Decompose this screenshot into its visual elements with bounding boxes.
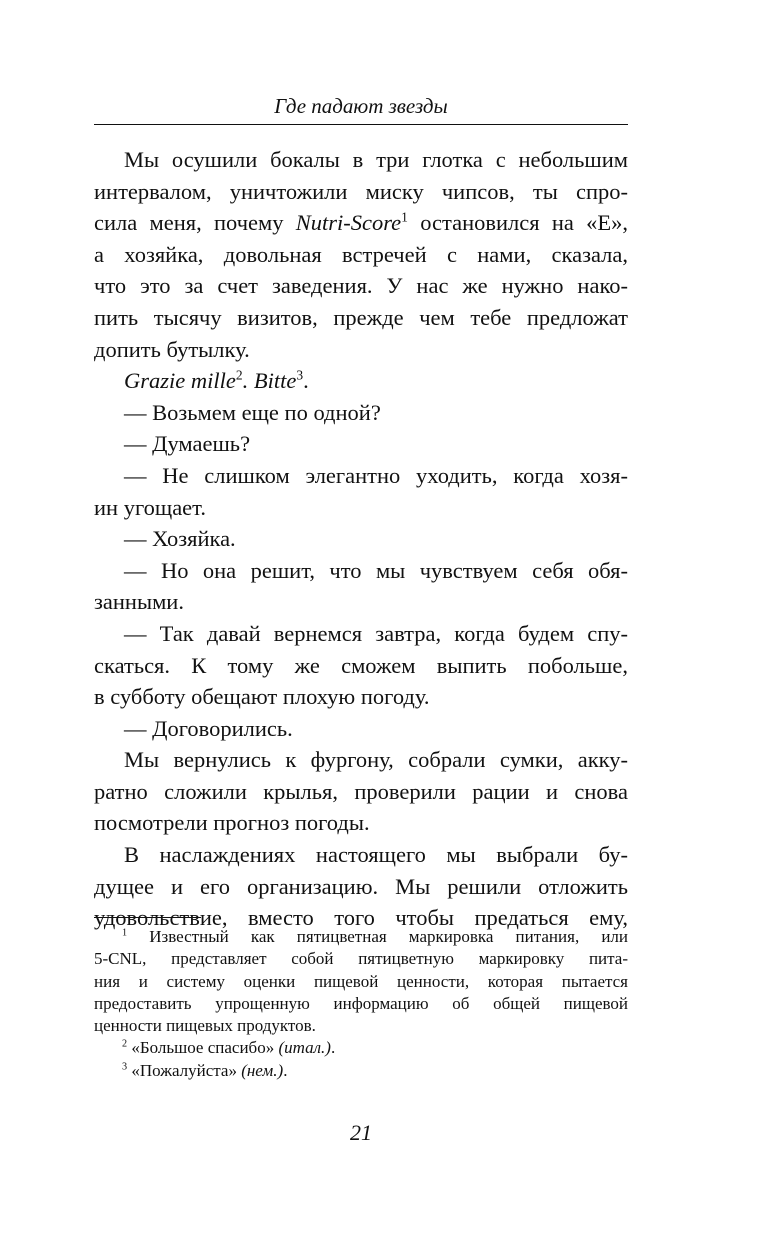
text-segment: . <box>303 368 309 394</box>
text-line: — Так давай вернемся завтра, когда будем спу- <box>124 620 628 646</box>
footnote-line: $^3$ «Пожалуйста» (нем.). <box>122 1060 288 1080</box>
text-line: скаться. К тому же сможем выпить побольше, <box>94 652 628 678</box>
footnote-line: ценности пищевых продуктов. <box>94 1016 316 1036</box>
footnote-ref: 3 <box>296 367 304 383</box>
text-line: занными. <box>94 589 184 615</box>
footnote-line: $^2$ «Большое спасибо» (итал.). <box>122 1038 336 1058</box>
page-number: 21 <box>350 1120 372 1145</box>
text-line: ратно сложили крылья, проверили рации и снова <box>94 778 628 804</box>
main-text <box>94 144 628 934</box>
text-segment: остановился на «E», <box>420 210 629 236</box>
text-line: дущее и его организацию. Мы решили отложить <box>94 873 628 899</box>
text-line: — Хозяйка. <box>124 526 236 552</box>
text-line: в субботу обещают плохую погоду. <box>94 684 430 710</box>
text-line: — Договорились. <box>124 715 293 741</box>
text-line: пить тысячу визитов, прежде чем тебе предложат <box>94 304 628 330</box>
footnote-line: $^1$ Известный как пятицветная маркировка питания, или <box>122 927 629 946</box>
header-rule <box>94 124 628 125</box>
text-line <box>94 207 628 239</box>
footnote-line: ния и систему оценки пищевой ценности, которая пытается <box>94 971 628 991</box>
text-line: — Возьмем еще по одной? <box>124 399 381 425</box>
footnote-rule <box>94 917 201 918</box>
footnote-ref: 1 <box>401 209 408 225</box>
footnotes <box>94 926 628 1082</box>
text-segment: сила меня, почему <box>94 210 284 236</box>
text-line: — Думаешь? <box>124 431 251 457</box>
text-line: Мы вернулись к фургону, собрали сумки, акку- <box>124 747 628 773</box>
text-line: а хозяйка, довольная встречей с нами, сказала, <box>94 241 628 267</box>
language-note: (нем.) <box>241 1060 284 1080</box>
footnote-marker: 1 <box>122 927 128 939</box>
text-line: — Но она решит, что мы чувствуем себя обя- <box>124 557 628 583</box>
footnote-line: предоставить упрощенную информацию об общей пищевой <box>94 993 628 1013</box>
text-line: Мы осушили бокалы в три глотка с небольшим <box>124 147 628 172</box>
text-line: — Не слишком элегантно уходить, когда хозя- <box>124 462 628 488</box>
footnote-ref: 2 <box>235 367 243 383</box>
text-line: допить бутылку. <box>94 336 250 362</box>
text-line: что это за счет заведения. У нас же нужно нако- <box>94 273 628 299</box>
italic-phrase: Grazie mille <box>124 368 236 394</box>
text-line <box>94 365 628 397</box>
footnote-marker: 3 <box>122 1061 128 1073</box>
text-line: удовольствие, вместо того чтобы предаться ему, <box>94 905 628 931</box>
italic-phrase: . Bitte <box>242 368 297 394</box>
text-line: посмотрели прогноз погоды. <box>94 810 370 836</box>
text-line: интервалом, уничтожили миску чипсов, ты спро- <box>94 178 628 204</box>
footnote-line: 5-CNL, представляет собой пятицветную маркировку пита- <box>94 949 628 969</box>
footnote-marker: 2 <box>122 1038 128 1050</box>
text-line: В наслаждениях настоящего мы выбрали бу- <box>124 842 628 868</box>
text-line: ин угощает. <box>94 494 206 520</box>
language-note: (итал.) <box>278 1038 331 1058</box>
running-header: Где падают звезды <box>274 94 448 118</box>
italic-term: Nutri-Score <box>295 210 402 236</box>
